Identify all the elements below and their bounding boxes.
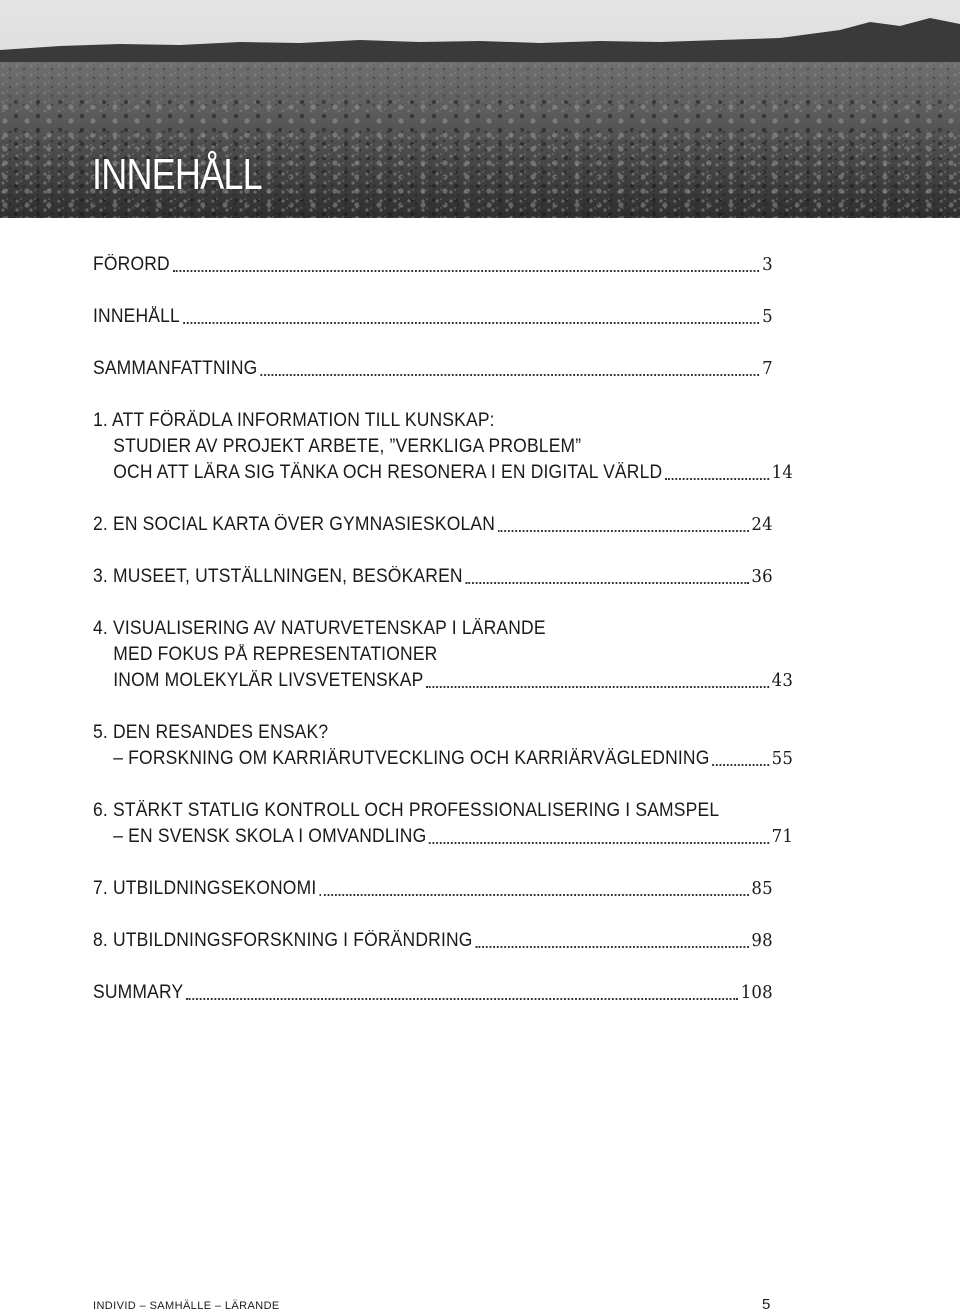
toc-entry-title-line: – EN SVENSK SKOLA I OMVANDLING [113,826,427,847]
toc-entry[interactable] [93,356,773,382]
dot-leader [260,373,759,376]
toc-page-number: 85 [751,878,773,899]
dot-leader [173,269,760,272]
toc-entry[interactable] [93,798,794,850]
toc-entry[interactable] [93,928,773,954]
dot-leader [498,529,749,532]
dot-leader [426,685,769,688]
toc-entry[interactable] [93,512,773,538]
toc-entry-title-line: 6. STÄRKT STATLIG KONTROLL OCH PROFESSIONALISERING I SAMSPEL [93,800,720,821]
toc-entry-title-line: STUDIER AV PROJEKT ARBETE, ”VERKLIGA PROBLEM” [113,436,582,457]
toc-page-number: 3 [762,254,773,275]
toc-entry-title-line: 5. DEN RESANDES ENSAK? [93,722,329,743]
toc-page-number: 98 [751,930,773,951]
toc-entry-title-line: MED FOKUS PÅ REPRESENTATIONER [113,644,438,665]
toc-entry[interactable] [93,252,773,278]
dot-leader [429,841,769,844]
toc-entry-title-line: – FORSKNING OM KARRIÄRUTVECKLING OCH KARRIÄRVÄGLEDNING [113,748,710,769]
toc-entry-title-line: INNEHÅLL [93,306,180,327]
toc-entry-title-line: SAMMANFATTNING [93,358,258,379]
footer-page-number: 5 [762,1296,771,1313]
dot-leader [186,997,738,1000]
toc-entry-title-line: 2. EN SOCIAL KARTA ÖVER GYMNASIESKOLAN [93,514,496,535]
toc-entry-title-line: INOM MOLEKYLÄR LIVSVETENSKAP [113,670,424,691]
toc-page-number: 43 [771,670,794,691]
dot-leader [465,581,748,584]
toc-entry-title-line: OCH ATT LÄRA SIG TÄNKA OCH RESONERA I EN DIGITAL VÄRLD [113,462,663,483]
toc-page-number: 7 [762,358,773,379]
footer-series-title: INDIVID – SAMHÄLLE – LÄRANDE [93,1300,280,1312]
toc-entry[interactable] [93,564,773,590]
toc-entry[interactable] [93,720,794,772]
toc-entry-title-line: 8. UTBILDNINGSFORSKNING I FÖRÄNDRING [93,930,473,951]
toc-page-number: 36 [751,566,773,587]
toc-entry-title-line: FÖRORD [93,254,170,275]
toc-entry[interactable] [93,616,794,694]
header-photo-banner [0,0,960,218]
toc-page-number: 71 [771,826,794,847]
toc-entry-title-line: 3. MUSEET, UTSTÄLLNINGEN, BESÖKAREN [93,566,463,587]
toc-entry[interactable] [93,304,773,330]
toc-page-number: 5 [762,306,773,327]
dot-leader [712,763,769,766]
table-of-contents [93,252,794,1006]
toc-entry-title-line: SUMMARY [93,982,184,1003]
toc-entry[interactable] [93,408,794,486]
toc-entry[interactable] [93,876,773,902]
toc-entry-title-line: 7. UTBILDNINGSEKONOMI [93,878,317,899]
page-title: INNEHÅLL [92,150,262,199]
toc-entry-title-line: 1. ATT FÖRÄDLA INFORMATION TILL KUNSKAP: [93,410,495,431]
toc-entry-title-line: 4. VISUALISERING AV NATURVETENSKAP I LÄRANDE [93,618,546,639]
toc-page-number: 55 [771,748,794,769]
dot-leader [319,893,749,896]
dot-leader [475,945,748,948]
toc-page-number: 14 [771,462,794,483]
toc-page-number: 108 [740,982,773,1003]
dot-leader [665,477,769,480]
toc-page-number: 24 [751,514,773,535]
toc-entry[interactable] [93,980,773,1006]
dot-leader [183,321,760,324]
